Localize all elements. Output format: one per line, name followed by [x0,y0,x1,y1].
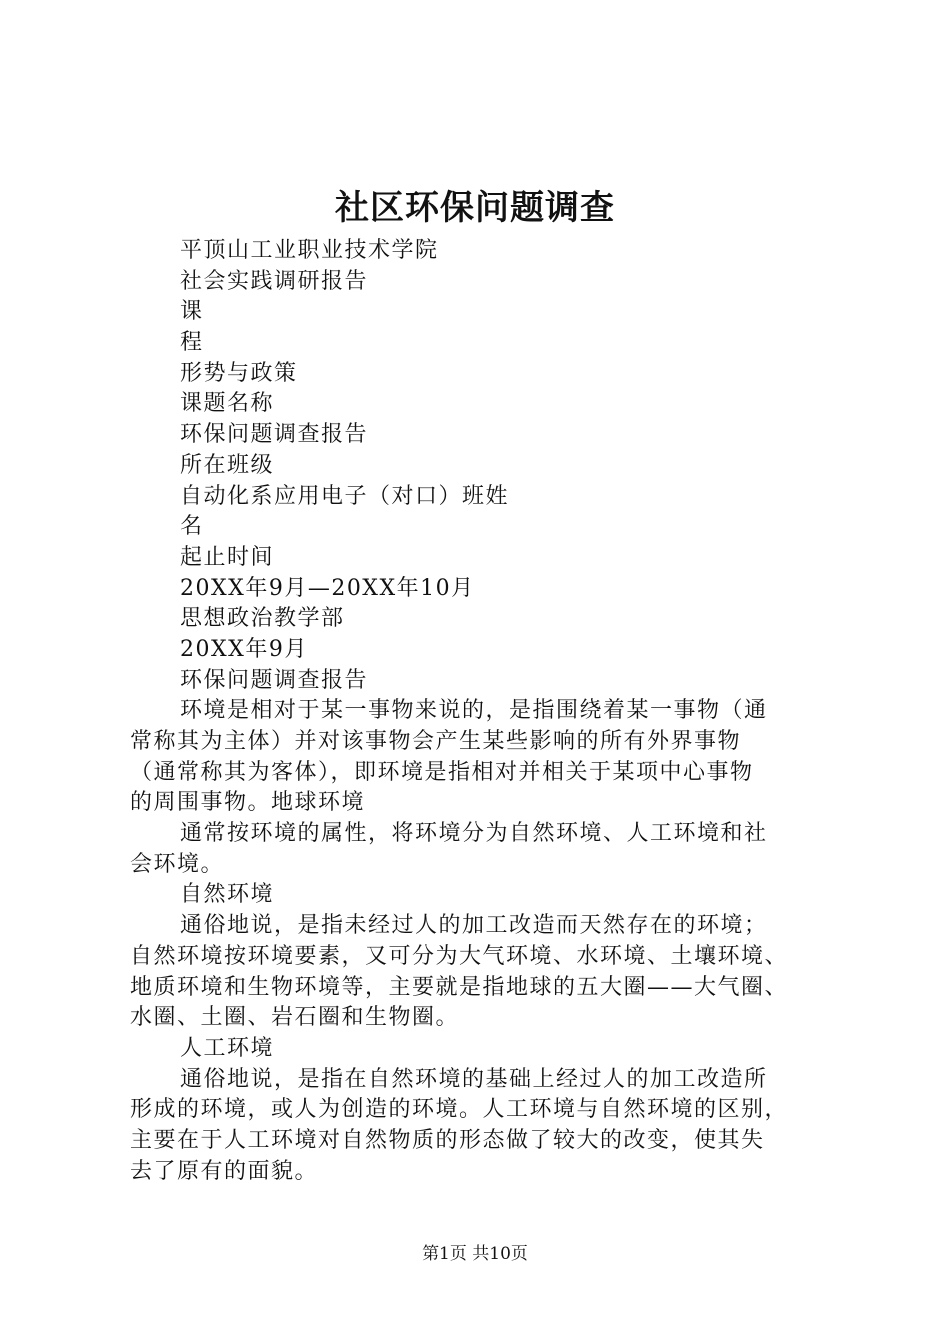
body-line: 环保问题调查报告 [180,422,369,448]
body-line: 自然环境按环境要素，又可分为大气环境、水环境、土壤环境、 [130,943,789,969]
body-line: 课题名称 [180,391,275,417]
body-line: 课 [180,299,204,325]
body-line: 地质环境和生物环境等，主要就是指地球的五大圈——大气圈、 [130,974,789,1000]
body-line: 20XX年9月—20XX年10月 [180,575,475,601]
body-line: 自动化系应用电子（对口）班姓 [180,483,510,509]
body-line: 形成的环境，或人为创造的环境。人工环境与自然环境的区别， [130,1097,789,1123]
body-line: 名 [180,514,204,540]
body-line: 主要在于人工环境对自然物质的形态做了较大的改变，使其失 [130,1127,765,1153]
body-line: 人工环境 [180,1035,275,1061]
body-line: 思想政治教学部 [180,606,345,632]
body-line: 社会实践调研报告 [180,268,369,294]
body-line: 通常按环境的属性，将环境分为自然环境、人工环境和社 [180,821,768,847]
body-line: 的周围事物。地球环境 [130,790,366,816]
body-line: 形势与政策 [180,360,298,386]
body-line: 20XX年9月 [180,636,308,662]
document-title: 社区环保问题调查 [335,188,615,228]
body-line: 水圈、土圈、岩石圈和生物圈。 [130,1005,460,1031]
body-line: 通俗地说，是指未经过人的加工改造而天然存在的环境； [180,913,768,939]
page-footer: 第1页 共10页 [422,1244,528,1264]
body-line: 环境是相对于某一事物来说的，是指围绕着某一事物（通 [180,698,768,724]
body-line: 所在班级 [180,452,275,478]
body-line: 通俗地说，是指在自然环境的基础上经过人的加工改造所 [180,1066,768,1092]
body-line: 自然环境 [180,882,275,908]
body-line: 平顶山工业职业技术学院 [180,238,439,263]
body-line: 环保问题调查报告 [180,667,369,693]
body-line: 起止时间 [180,544,275,570]
document-body [130,236,836,1187]
body-line: （通常称其为客体），即环境是指相对并相关于某项中心事物 [130,759,754,785]
body-line: 会环境。 [130,851,225,877]
body-line: 去了原有的面貌。 [130,1158,319,1184]
body-line: 常称其为主体）并对该事物会产生某些影响的所有外界事物 [130,729,742,754]
body-line: 程 [180,330,204,356]
